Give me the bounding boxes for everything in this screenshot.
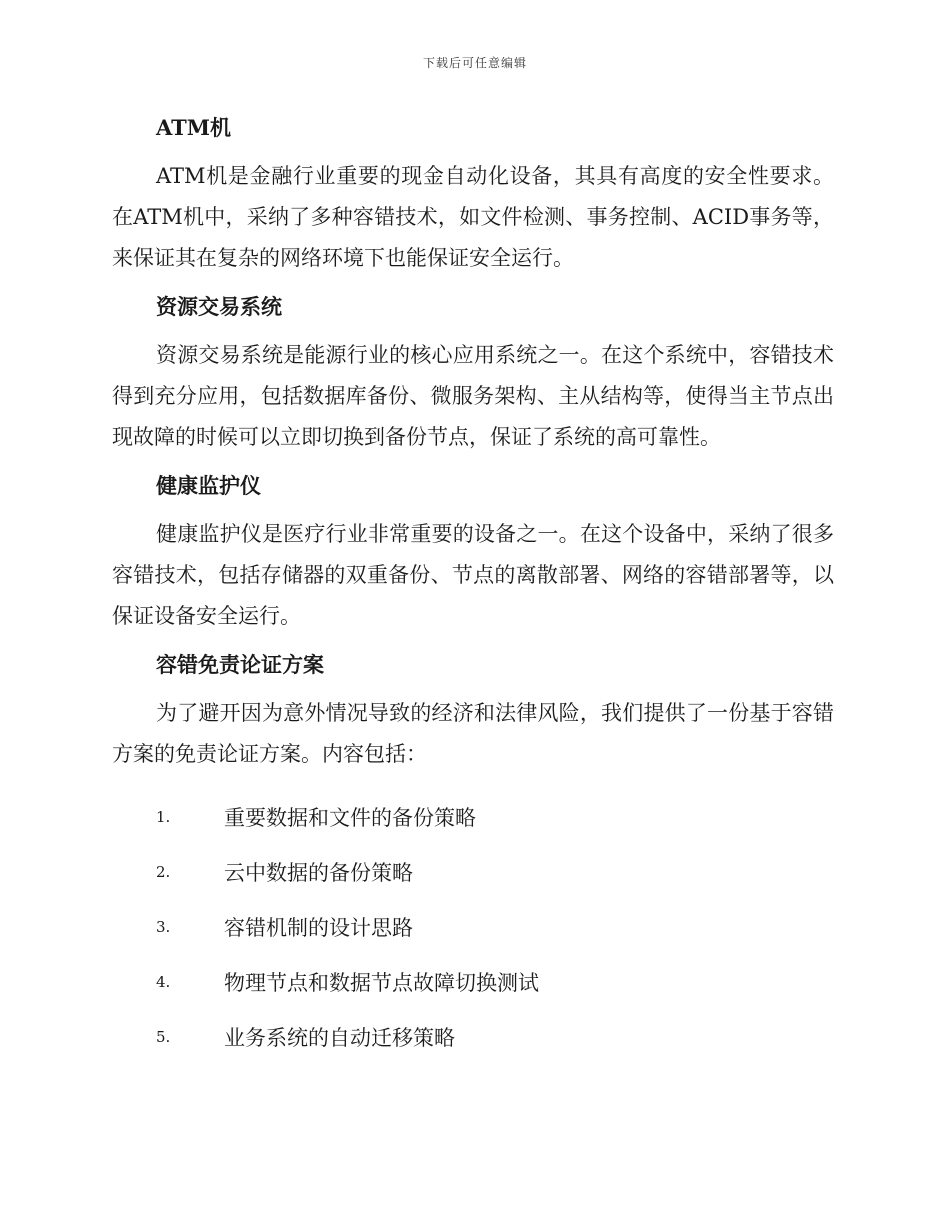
- list-item-text: 云中数据的备份策略: [224, 860, 413, 885]
- section-title-atm: ATM机: [156, 115, 232, 140]
- list-item-text: 容错机制的设计思路: [224, 915, 413, 940]
- list-item: [112, 1009, 834, 1064]
- list-item-text: 业务系统的自动迁移策略: [224, 1025, 455, 1050]
- section-body-resource-trading: 资源交易系统是能源行业的核心应用系统之一。在这个系统中，容错技术得到充分应用，包括数据库备份、微服务架构、主从结构等，使得当主节点出现故障的时候可以立即切换到备份节点，保证了系统的高可靠性。: [112, 343, 834, 449]
- numbered-list: [112, 789, 834, 1064]
- section-title-health-monitor: 健康监护仪: [156, 473, 261, 498]
- section-body-disclaimer-plan: 为了避开因为意外情况导致的经济和法律风险，我们提供了一份基于容错方案的免责论证方案。内容包括：: [112, 701, 834, 766]
- list-item-text: 物理节点和数据节点故障切换测试: [224, 970, 539, 995]
- list-item: [112, 789, 834, 844]
- section-body-atm: ATM机是金融行业重要的现金自动化设备，其具有高度的安全性要求。在ATM机中，采纳了多种容错技术，如文件检测、事务控制、ACID事务等，来保证其在复杂的网络环境下也能保证安全运行。: [112, 164, 834, 270]
- list-item: [112, 844, 834, 899]
- list-item: [112, 899, 834, 954]
- page-header: 下载后可任意编辑: [422, 56, 527, 70]
- list-item-number: 4.: [156, 972, 171, 991]
- list-item: [112, 954, 834, 1009]
- list-item-number: 2.: [156, 862, 171, 881]
- document-body: [112, 108, 834, 1064]
- list-item-number: 3.: [156, 917, 171, 936]
- section-body-health-monitor: 健康监护仪是医疗行业非常重要的设备之一。在这个设备中，采纳了很多容错技术，包括存储器的双重备份、节点的离散部署、网络的容错部署等，以保证设备安全运行。: [112, 522, 834, 628]
- list-item-text: 重要数据和文件的备份策略: [224, 805, 476, 830]
- list-item-number: 1.: [156, 807, 171, 826]
- list-item-number: 5.: [156, 1027, 171, 1046]
- section-title-resource-trading: 资源交易系统: [156, 294, 282, 319]
- section-title-disclaimer-plan: 容错免责论证方案: [156, 652, 324, 677]
